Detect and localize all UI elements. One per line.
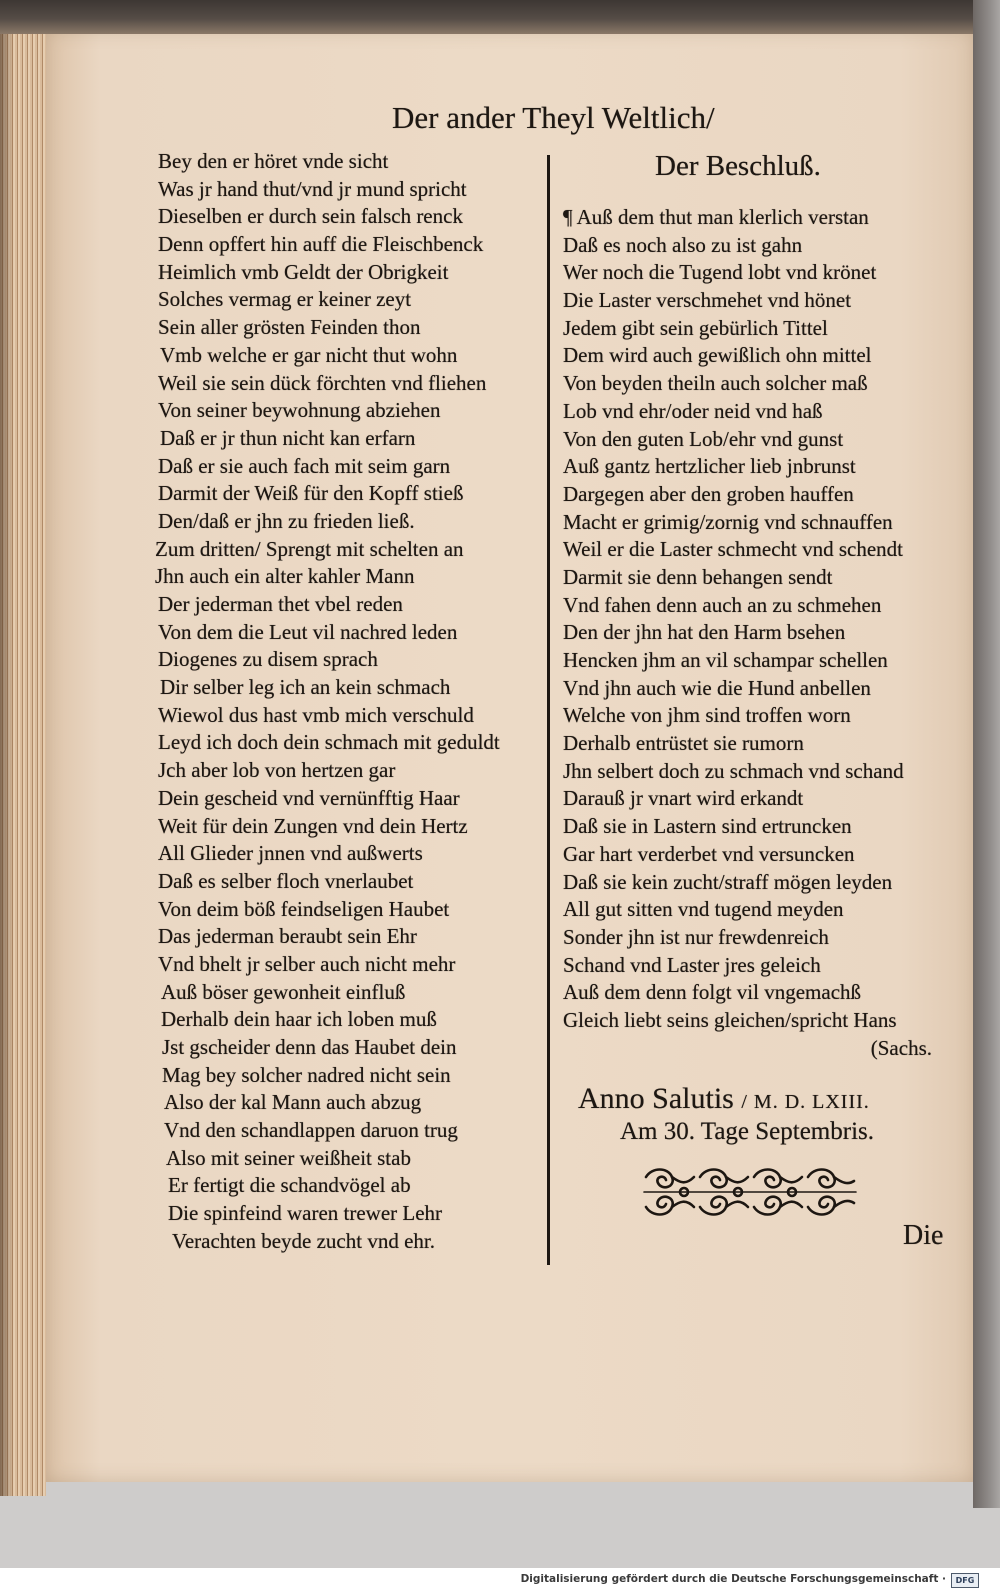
- verse-line: Er fertigt die schandvögel ab: [168, 1173, 411, 1198]
- verse-line: Daß sie in Lastern sind ertruncken: [563, 814, 852, 839]
- right-verse-column: [563, 204, 935, 1062]
- ornament-vignette: [640, 1163, 860, 1221]
- verse-line: Denn opffert hin auff die Fleischbenck: [158, 232, 484, 257]
- verse-line: Von seiner beywohnung abziehen: [158, 398, 441, 423]
- verse-line: Derhalb dein haar ich loben muß: [161, 1007, 437, 1032]
- verse-line: Derhalb entrüstet sie rumorn: [563, 731, 804, 756]
- verse-line: Daß er jr thun nicht kan erfarn: [160, 425, 416, 450]
- running-title: Der ander Theyl Weltlich/: [392, 100, 715, 135]
- verse-line: Verachten beyde zucht vnd ehr.: [172, 1228, 435, 1253]
- verse-line: Sein aller grösten Feinden thon: [158, 315, 421, 340]
- verse-line: Die Laster verschmehet vnd hönet: [563, 288, 852, 313]
- verse-line: Jhn selbert doch zu schmach vnd schand: [563, 758, 904, 783]
- verse-line: Daß es noch also zu ist gahn: [563, 232, 803, 257]
- verse-line: Von beyden theiln auch solcher maß: [563, 371, 868, 396]
- signature-continuation: (Sachs.: [870, 1035, 932, 1060]
- colophon-date: Am 30. Tage Septembris.: [620, 1118, 875, 1145]
- verse-line: Das jederman beraubt sein Ehr: [158, 924, 417, 949]
- verse-line: Vnd bhelt jr selber auch nicht mehr: [158, 951, 456, 976]
- verse-line: Darmit der Weiß für den Kopff stieß: [158, 481, 464, 506]
- verse-line: Mag bey solcher nadred nicht sein: [162, 1062, 451, 1087]
- verse-line: Gleich liebt seins gleichen/spricht Hans: [563, 1007, 897, 1032]
- verse-line: Auß böser gewonheit einfluß: [161, 979, 406, 1004]
- digitization-footer: [0, 1568, 1000, 1592]
- verse-line: Weit für dein Zungen vnd dein Hertz: [158, 813, 468, 838]
- verse-line: Jhn auch ein alter kahler Mann: [155, 564, 415, 589]
- verse-line: Wer noch die Tugend lobt vnd krönet: [563, 260, 877, 285]
- verse-line: Daß er sie auch fach mit seim garn: [158, 453, 451, 478]
- verse-line: Auß dem denn folgt vil vngemachß: [563, 980, 862, 1005]
- verse-line: ¶ Auß dem thut man klerlich verstan: [563, 205, 869, 229]
- book-right-edge: [973, 0, 1000, 1508]
- colophon-anno: Anno Salutis: [578, 1082, 734, 1115]
- verse-line: Von dem die Leut vil nachred leden: [158, 619, 458, 644]
- verse-line: Solches vermag er keiner zeyt: [158, 287, 412, 312]
- verse-line: Heimlich vmb Geldt der Obrigkeit: [158, 259, 449, 284]
- verse-line: Jst gscheider denn das Haubet dein: [162, 1035, 457, 1059]
- verse-line: Also der kal Mann auch abzug: [164, 1090, 422, 1115]
- verse-line: Dieselben er durch sein falsch renck: [158, 204, 463, 229]
- verse-line: Vnd jhn auch wie die Hund anbellen: [563, 675, 871, 700]
- verse-line: Gar hart verderbet vnd versuncken: [563, 841, 855, 866]
- verse-line: Darauß jr vnart wird erkandt: [563, 786, 804, 811]
- verse-line: All gut sitten vnd tugend meyden: [563, 897, 844, 922]
- verse-line: Schand vnd Laster jres geleich: [563, 952, 821, 977]
- verse-line: Welche von jhm sind troffen worn: [563, 703, 851, 728]
- verse-line: Hencken jhm an vil schampar schellen: [563, 648, 888, 672]
- section-heading: Der Beschluß.: [655, 150, 821, 182]
- verse-line: Darmit sie denn behangen sendt: [563, 564, 833, 589]
- verse-line: Zum dritten/ Sprengt mit schelten an: [155, 536, 464, 561]
- verse-line: Weil sie sein dück förchten vnd fliehen: [158, 370, 487, 395]
- verse-line: Dein gescheid vnd vernünfftig Haar: [158, 785, 460, 810]
- verse-line: Macht er grimig/zornig vnd schnauffen: [563, 509, 893, 534]
- verse-line: Der jederman thet vbel reden: [158, 592, 403, 616]
- verse-line: All Glieder jnnen vnd außwerts: [158, 841, 423, 866]
- verse-line: Vnd fahen denn auch an zu schmehen: [563, 592, 882, 617]
- verse-line: Dem wird auch gewißlich ohn mittel: [563, 343, 872, 368]
- verse-line: Dargegen aber den groben hauffen: [563, 481, 854, 506]
- book-top-edge: [0, 0, 1000, 34]
- verse-line: Von den guten Lob/ehr vnd gunst: [563, 426, 844, 451]
- footer-credit-text: Digitalisierung gefördert durch die Deutsche Forschungsgemeinschaft ·: [520, 1573, 946, 1585]
- verse-line: Dir selber leg ich an kein schmach: [160, 675, 451, 700]
- verse-line: Bey den er höret vnde sicht: [158, 149, 389, 173]
- dfg-logo: DFG: [951, 1573, 979, 1588]
- verse-line: Diogenes zu disem sprach: [158, 647, 378, 672]
- verse-line: Also mit seiner weißheit stab: [166, 1145, 411, 1170]
- verse-line: Lob vnd ehr/oder neid vnd haß: [563, 398, 823, 423]
- verse-line: Daß sie kein zucht/straff mögen leyden: [563, 869, 893, 894]
- verse-line: Sonder jhn ist nur frewdenreich: [563, 924, 829, 949]
- verse-line: Vmb welche er gar nicht thut wohn: [160, 342, 458, 367]
- verse-line: Wiewol dus hast vmb mich verschuld: [158, 702, 474, 727]
- verse-line: Von deim böß feindseligen Haubet: [158, 896, 450, 921]
- verse-line: Weil er die Laster schmecht vnd schendt: [563, 537, 904, 562]
- verse-line: Die spinfeind waren trewer Lehr: [168, 1201, 443, 1226]
- verse-line: Daß es selber floch vnerlaubet: [158, 868, 414, 893]
- catchword: Die: [903, 1220, 944, 1251]
- verse-line: Den/daß er jhn zu frieden ließ.: [158, 508, 415, 533]
- colophon-year: / M. D. LXIII.: [741, 1091, 870, 1113]
- colophon-year-line: [578, 1082, 870, 1116]
- verse-line: Vnd den schandlappen daruon trug: [164, 1118, 458, 1143]
- left-verse-column: [155, 148, 538, 1256]
- column-divider-rule: [547, 155, 550, 1265]
- verse-line: Den der jhn hat den Harm bsehen: [563, 620, 846, 645]
- verse-line: Auß gantz hertzlicher lieb jnbrunst: [563, 454, 856, 479]
- page-edges-left: [0, 18, 46, 1496]
- verse-line: Was jr hand thut/vnd jr mund spricht: [158, 176, 467, 201]
- verse-line: Jedem gibt sein gebürlich Tittel: [563, 315, 828, 340]
- verse-line: Jch aber lob von hertzen gar: [158, 758, 396, 783]
- verse-line: Leyd ich doch dein schmach mit geduldt: [158, 730, 500, 755]
